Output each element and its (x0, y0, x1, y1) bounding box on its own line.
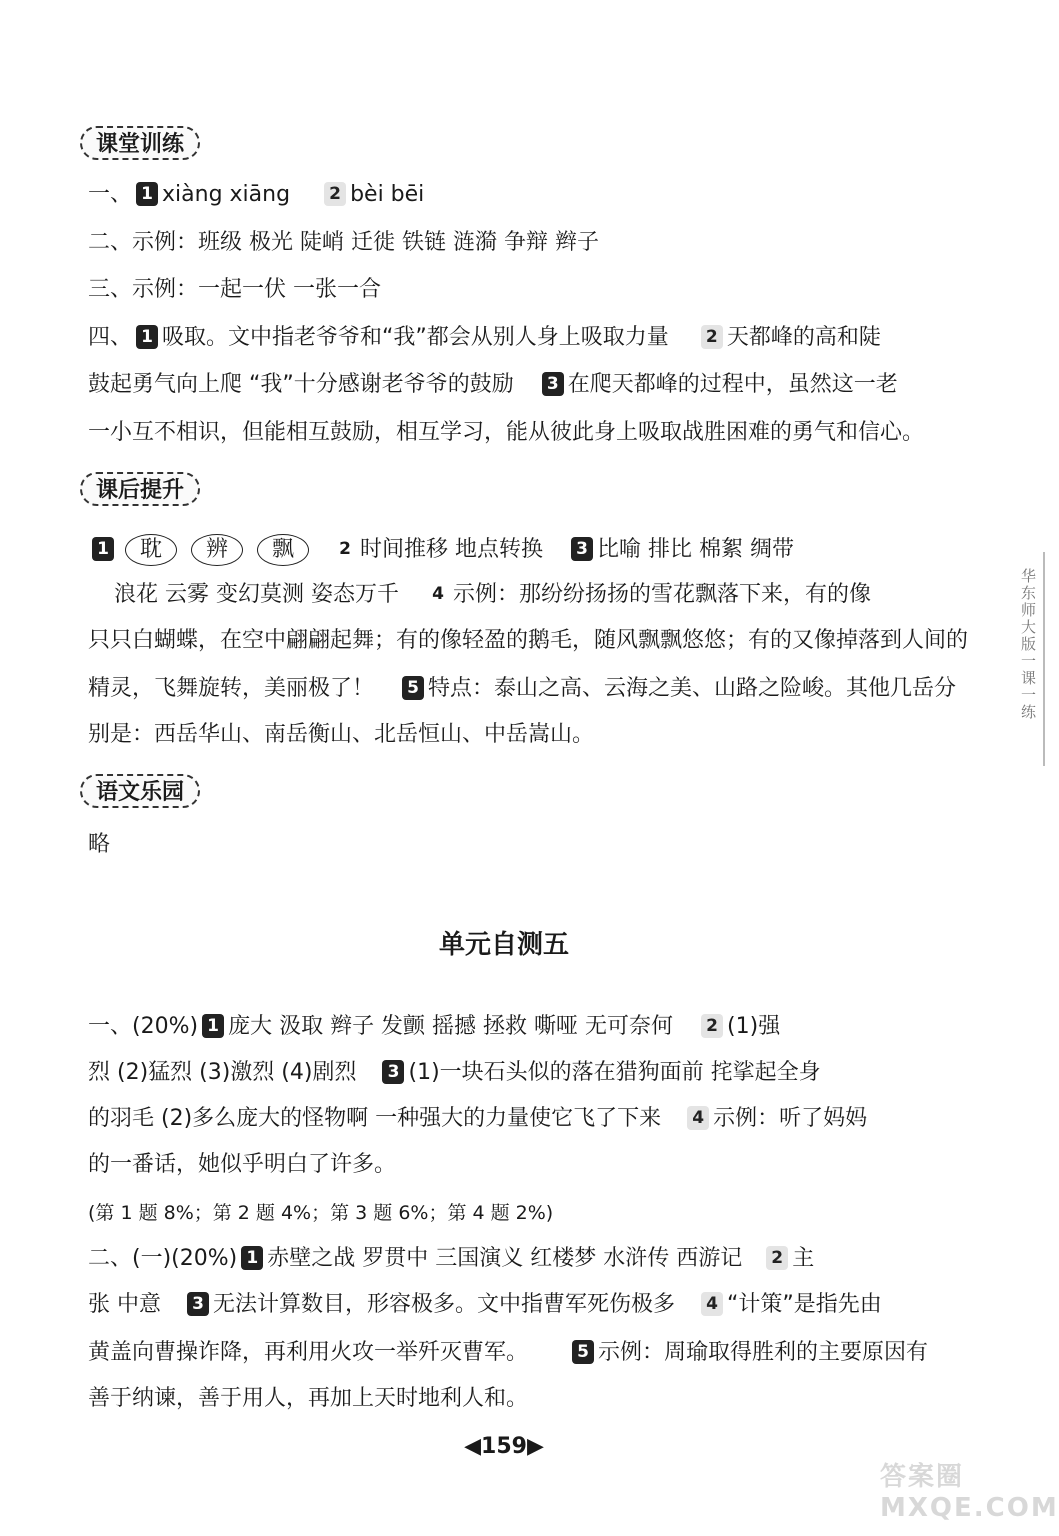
answer-line: 精灵，飞舞旋转，美丽极了！ 5 特点：泰山之高、云海之美、山路之险峻。其他几岳分 (88, 676, 957, 701)
answer-line: 1 耽 辨 飘 2 时间推移 地点转换 3 比喻 排比 棉絮 绸带 (88, 534, 794, 566)
number-badge: 2 (766, 1246, 788, 1270)
number-badge: 1 (136, 325, 158, 349)
section-tag-leyuan: 语文乐园 (80, 774, 200, 808)
unit-title: 单元自测五 (438, 930, 569, 960)
answer-line: 的一番话，她似乎明白了许多。 (88, 1152, 397, 1177)
number-badge: 5 (402, 676, 424, 700)
circled-char: 耽 (125, 534, 177, 566)
answer-line: 二、示例：班级 极光 陡峭 迁徙 铁链 涟漪 争辩 辫子 (88, 230, 599, 255)
answer-line: 一、(20%) 1 庞大 汲取 辫子 发颤 摇撼 拯救 嘶哑 无可奈何 2 (1)强 (88, 1014, 781, 1039)
number-badge: 3 (542, 372, 564, 396)
number-badge: 1 (92, 537, 114, 561)
answer-line: 三、示例：一起一伏 一张一合 (88, 277, 381, 302)
number-badge: 2 (339, 539, 351, 559)
number-badge: 1 (136, 182, 158, 206)
answer-line: 只只白蝴蝶，在空中翩翩起舞；有的像轻盈的鹅毛，随风飘飘悠悠；有的又像掉落到人间的 (88, 628, 969, 653)
answer-line: 四、 1 吸取。文中指老爷爷和“我”都会从别人身上吸取力量 2 天都峰的高和陡 (88, 325, 881, 350)
answer-line: 别是：西岳华山、南岳衡山、北岳恒山、中岳嵩山。 (88, 722, 595, 747)
answer-line: 一、 1 xiàng xiāng 2 bèi bēi (88, 182, 425, 207)
answer-line: 略 (88, 832, 111, 857)
section-tag-ketang: 课堂训练 (80, 126, 200, 160)
circled-char: 辨 (191, 534, 243, 566)
number-badge: 3 (571, 537, 593, 561)
number-badge: 1 (241, 1246, 263, 1270)
number-badge: 3 (187, 1292, 209, 1316)
answer-line: 善于纳谏，善于用人，再加上天时地利人和。 (88, 1386, 529, 1411)
answer-line: 一小互不相识，但能相互鼓励，相互学习，能从彼此身上吸取战胜困难的勇气和信心。 (88, 420, 925, 445)
answer-line: 浪花 云雾 变幻莫测 姿态万千 4 示例：那纷纷扬扬的雪花飘落下来，有的像 (114, 582, 871, 607)
number-badge: 2 (701, 1014, 723, 1038)
section-tag-kehou: 课后提升 (80, 472, 200, 506)
circled-char: 飘 (257, 534, 309, 566)
answer-line: 二、(一)(20%) 1 赤壁之战 罗贯中 三国演义 红楼梦 水浒传 西游记 2 主 (88, 1246, 815, 1271)
number-badge: 4 (701, 1292, 723, 1316)
answer-line: 黄盖向曹操诈降，再利用火攻一举歼灭曹军。 5 示例：周瑜取得胜利的主要原因有 (88, 1340, 929, 1365)
number-badge: 2 (324, 182, 346, 206)
answer-line: 鼓起勇气向上爬 “我”十分感谢老爷爷的鼓励 3 在爬天都峰的过程中，虽然这一老 (88, 372, 898, 397)
number-badge: 2 (701, 325, 723, 349)
number-badge: 1 (202, 1014, 224, 1038)
side-divider (1043, 552, 1045, 766)
number-badge: 4 (687, 1106, 709, 1130)
answer-line: 烈 (2)猛烈 (3)激烈 (4)剧烈 3 (1)一块石头似的落在猎狗面前 挓挲起全身 (88, 1060, 821, 1085)
watermark: 答案圈 MXQE.COM (880, 1462, 1059, 1523)
score-note: (第 1 题 8%；第 2 题 4%；第 3 题 6%；第 4 题 2%) (88, 1202, 554, 1224)
page-number: ◀159▶ (464, 1434, 544, 1459)
number-badge: 5 (572, 1340, 594, 1364)
side-book-title: 华东师大版一课一练 (1019, 568, 1037, 721)
number-badge: 3 (382, 1060, 404, 1084)
answer-line: 的羽毛 (2)多么庞大的怪物啊 一种强大的力量使它飞了下来 4 示例：听了妈妈 (88, 1106, 868, 1131)
number-badge: 4 (432, 584, 444, 604)
answer-line: 张 中意 3 无法计算数目，形容极多。文中指曹军死伤极多 4 “计策”是指先由 (88, 1292, 882, 1317)
